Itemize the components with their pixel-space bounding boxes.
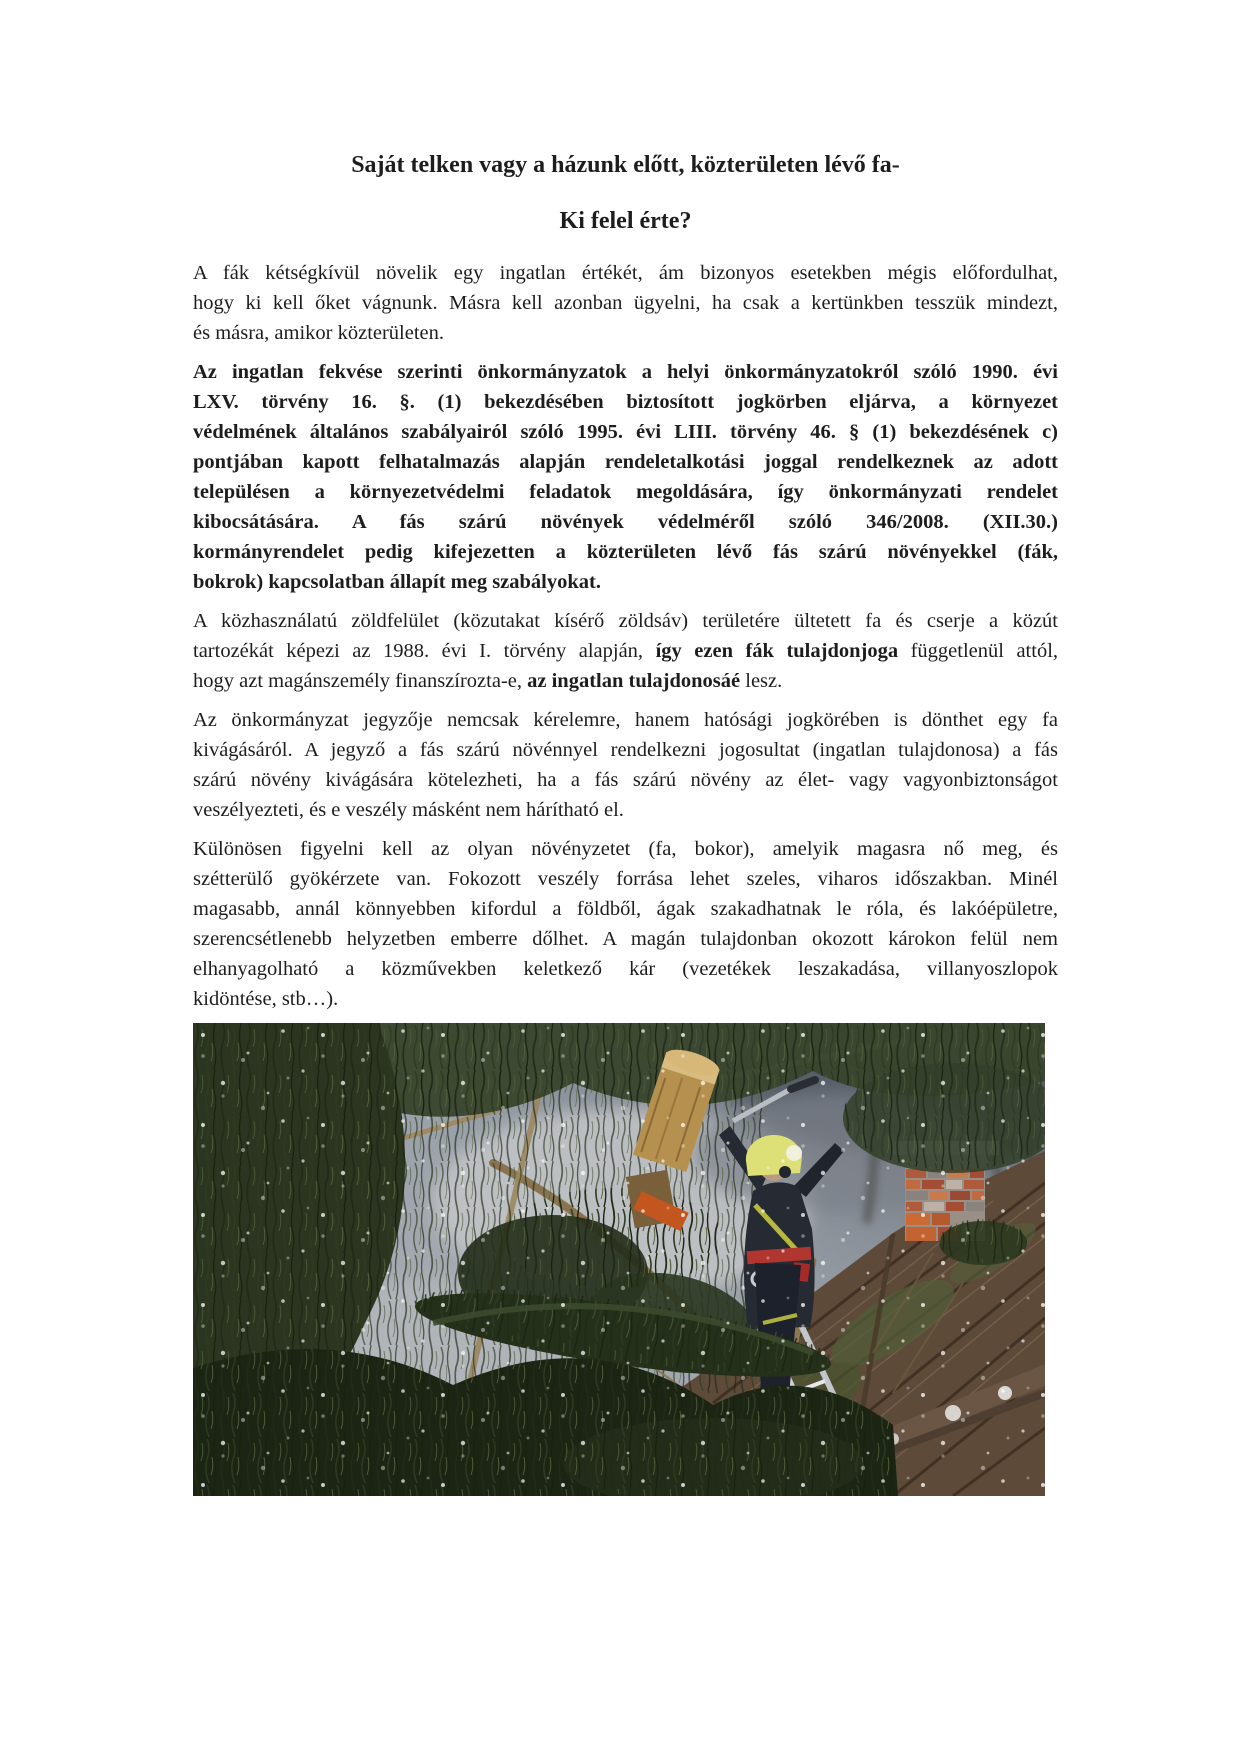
- paragraph-p5: [193, 834, 1058, 1014]
- document-content: [193, 148, 1058, 1496]
- snow-overlay: [193, 1023, 1045, 1496]
- tree-cutting-photo-illustration: [193, 1023, 1045, 1496]
- text-line: A közhasználatú zöldfelület (közutakat kísérő zöldsáv) területére ültetett fa és cserje a közút: [193, 610, 1058, 632]
- text-line: Az önkormányzat jegyzője nemcsak kérelemre, hanem hatósági jogkörében is dönthet egy fa: [193, 709, 1058, 731]
- paragraph-p3: [193, 606, 1058, 696]
- text-line: LXV. törvény 16. §. (1) bekezdésében biztosított jogkörben eljárva, a környezet: [193, 391, 1058, 413]
- text-line: veszélyezteti, és e veszély másként nem hárítható el.: [193, 799, 624, 821]
- text-line: kormányrendelet pedig kifejezetten a közterületen lévő fás szárú növényekkel (fák,: [193, 541, 1058, 563]
- document-title-line2: Ki felel érte?: [559, 208, 692, 234]
- text-line: pontjában kapott felhatalmazás alapján rendeletalkotási joggal rendelkeznek az adott: [193, 451, 1058, 473]
- text-line: településen a környezetvédelmi feladatok megoldására, így önkormányzati rendelet: [193, 481, 1058, 503]
- paragraph-p4: [193, 705, 1058, 825]
- text-line: szétterülő gyökérzete van. Fokozott veszély forrása lehet szeles, viharos időszakban. Minél: [193, 868, 1058, 890]
- text-line: Az ingatlan fekvése szerinti önkormányzatok a helyi önkormányzatokról szóló 1990. évi: [193, 361, 1058, 383]
- text-line: és másra, amikor közterületen.: [193, 322, 445, 344]
- text-line: A fák kétségkívül növelik egy ingatlan értékét, ám bizonyos esetekben mégis előfordulhat,: [193, 262, 1058, 284]
- text-line: kivágásáról. A jegyző a fás szárú növénnyel rendelkezni jogosultat (ingatlan tulajdonosa) a fás: [193, 739, 1058, 761]
- paragraph-p1: [193, 258, 1058, 348]
- text-line: hogy azt magánszemély finanszírozta-e, az ingatlan tulajdonosáé lesz.: [193, 670, 783, 692]
- document-body: [193, 258, 1058, 1014]
- paragraph-p2: [193, 357, 1058, 597]
- text-line: hogy ki kell őket vágnunk. Másra kell azonban ügyelni, ha csak a kertünkben tesszük mindezt,: [193, 292, 1058, 314]
- text-line: elhanyagolható a közművekben keletkező kár (vezetékek leszakadása, villanyoszlopok: [193, 958, 1058, 980]
- text-line: szerencsétlenebb helyzetben emberre dőlhet. A magán tulajdonban okozott károkon felül nem: [193, 928, 1058, 950]
- text-line: Különösen figyelni kell az olyan növényzetet (fa, bokor), amelyik magasra nő meg, és: [193, 838, 1058, 860]
- text-line: kidöntése, stb…).: [193, 988, 339, 1010]
- text-line: kibocsátására. A fás szárú növények védelméről szóló 346/2008. (XII.30.): [193, 511, 1058, 533]
- text-line: bokrok) kapcsolatban állapít meg szabályokat.: [193, 571, 601, 593]
- text-line: tartozékát képezi az 1988. évi I. törvény alapján, így ezen fák tulajdonjoga függetlenül attól,: [193, 640, 1059, 662]
- text-line: magasabb, annál könnyebben kifordul a földből, ágak szakadhatnak le róla, és lakóépületre,: [193, 898, 1058, 920]
- document-title-line1: Saját telken vagy a házunk előtt, közterületen lévő fa-: [351, 152, 900, 178]
- text-line: szárú növény kivágására kötelezheti, ha a fás szárú növény az élet- vagy vagyonbiztonságot: [193, 769, 1058, 791]
- text-line: védelmének általános szabályairól szóló 1995. évi LIII. törvény 46. § (1) bekezdésének c): [193, 421, 1058, 443]
- article-photo: [193, 1023, 1045, 1496]
